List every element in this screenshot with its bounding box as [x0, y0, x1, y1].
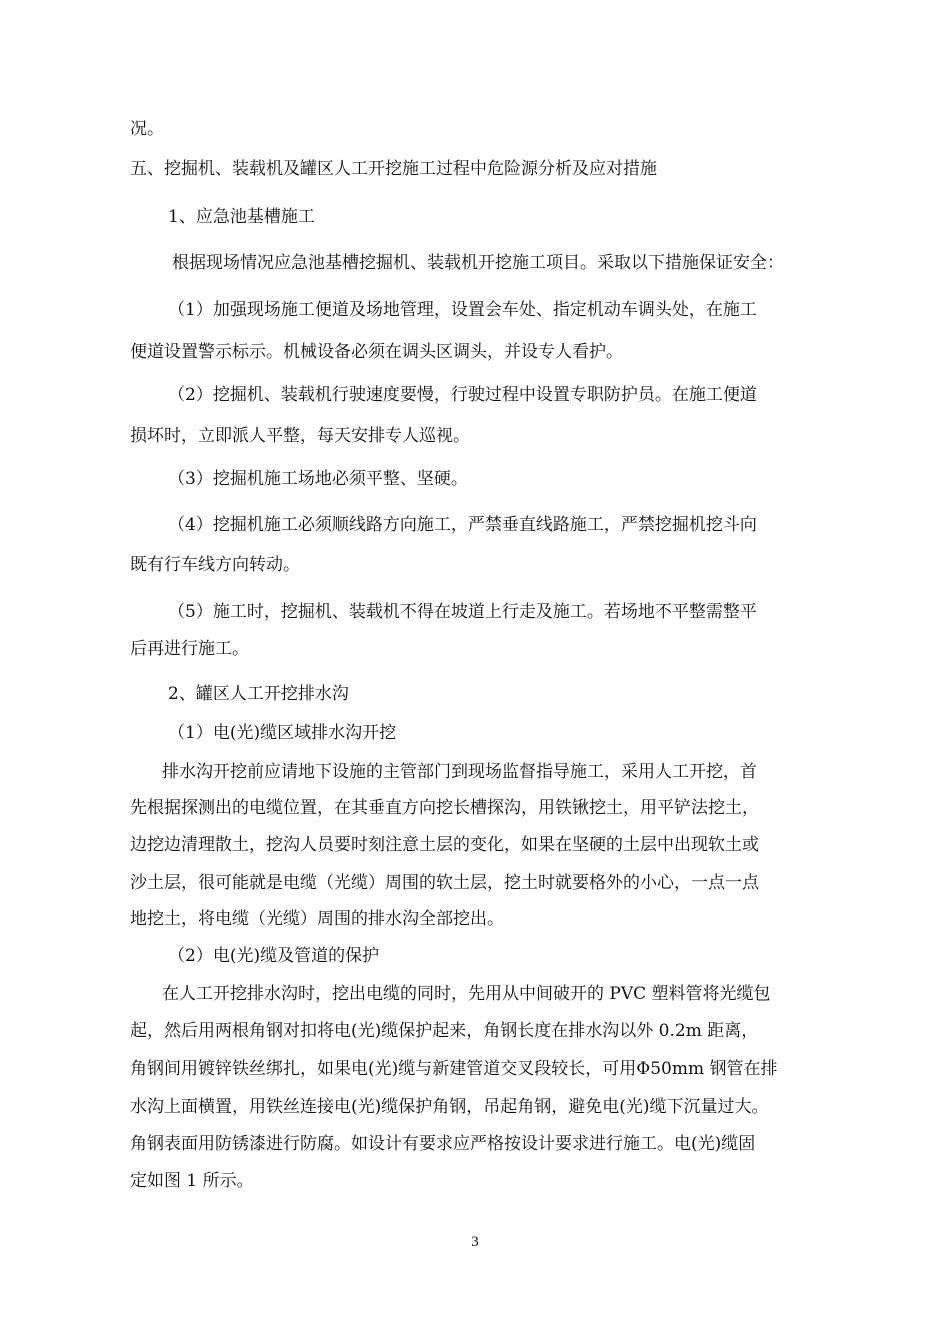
- section-heading: 五、挖掘机、装载机及罐区人工开挖施工过程中危险源分析及应对措施: [130, 159, 657, 179]
- text-line: 便道设置警示标示。机械设备必须在调头区调头，并设专人看护。: [130, 342, 623, 362]
- text-line: 沙土层，很可能就是电缆（光缆）周围的软土层，挖土时就要格外的小心，一点一点: [130, 873, 759, 893]
- subsection-heading: 1、应急池基槽施工: [168, 207, 315, 227]
- page-number: 3: [471, 1234, 479, 1250]
- text-line: 起，然后用两根角钢对扣将电(光)缆保护起来，角钢长度在排水沟以外 0.2m 距离，: [130, 1021, 759, 1041]
- text-line: 先根据探测出的电缆位置，在其垂直方向挖长槽探沟，用铁锹挖土，用平铲法挖土，: [130, 798, 759, 818]
- text-line: 定如图 1 所示。: [130, 1171, 254, 1191]
- text-line: 根据现场情况应急池基槽挖掘机、装载机开挖施工项目。采取以下措施保证安全：: [172, 253, 784, 273]
- subsection-heading: （2）电(光)缆及管道的保护: [168, 946, 380, 966]
- text-line: 损坏时，立即派人平整，每天安排专人巡视。: [130, 426, 470, 446]
- text-line: 况。: [130, 119, 164, 139]
- text-line: 边挖边清理散土，挖沟人员要时刻注意土层的变化，如果在坚硬的土层中出现软土或: [130, 835, 759, 855]
- text-line: （4）挖掘机施工必须顺线路方向施工，严禁垂直线路施工，严禁挖掘机挖斗向: [168, 515, 757, 535]
- subsection-heading: 2、罐区人工开挖排水沟: [168, 684, 349, 704]
- subsection-heading: （1）电(光)缆区域排水沟开挖: [168, 723, 397, 743]
- text-line: （2）挖掘机、装载机行驶速度要慢，行驶过程中设置专职防护员。在施工便道: [168, 385, 757, 405]
- text-line: 后再进行施工。: [130, 639, 249, 659]
- text-line: 角钢表面用防锈漆进行防腐。如设计有要求应严格按设计要求进行施工。电(光)缆固: [130, 1134, 756, 1154]
- text-line: 地挖土，将电缆（光缆）周围的排水沟全部挖出。: [130, 909, 504, 929]
- text-line: （3）挖掘机施工场地必须平整、坚硬。: [168, 469, 468, 489]
- text-line: （1）加强现场施工便道及场地管理，设置会车处、指定机动车调头处，在施工: [168, 300, 757, 320]
- text-line: （5）施工时，挖掘机、装载机不得在坡道上行走及施工。若场地不平整需整平: [168, 602, 757, 622]
- text-line: 水沟上面横置，用铁丝连接电(光)缆保护角钢，吊起角钢，避免电(光)缆下沉量过大。: [130, 1097, 769, 1117]
- text-line: 排水沟开挖前应请地下设施的主管部门到现场监督指导施工，采用人工开挖，首: [162, 762, 757, 782]
- text-line: 角钢间用镀锌铁丝绑扎，如果电(光)缆与新建管道交叉段较长，可用Φ50mm 钢管在排: [130, 1059, 778, 1079]
- text-line: 既有行车线方向转动。: [130, 555, 300, 575]
- text-line: 在人工开挖排水沟时，挖出电缆的同时，先用从中间破开的 PVC 塑料管将光缆包: [162, 984, 771, 1004]
